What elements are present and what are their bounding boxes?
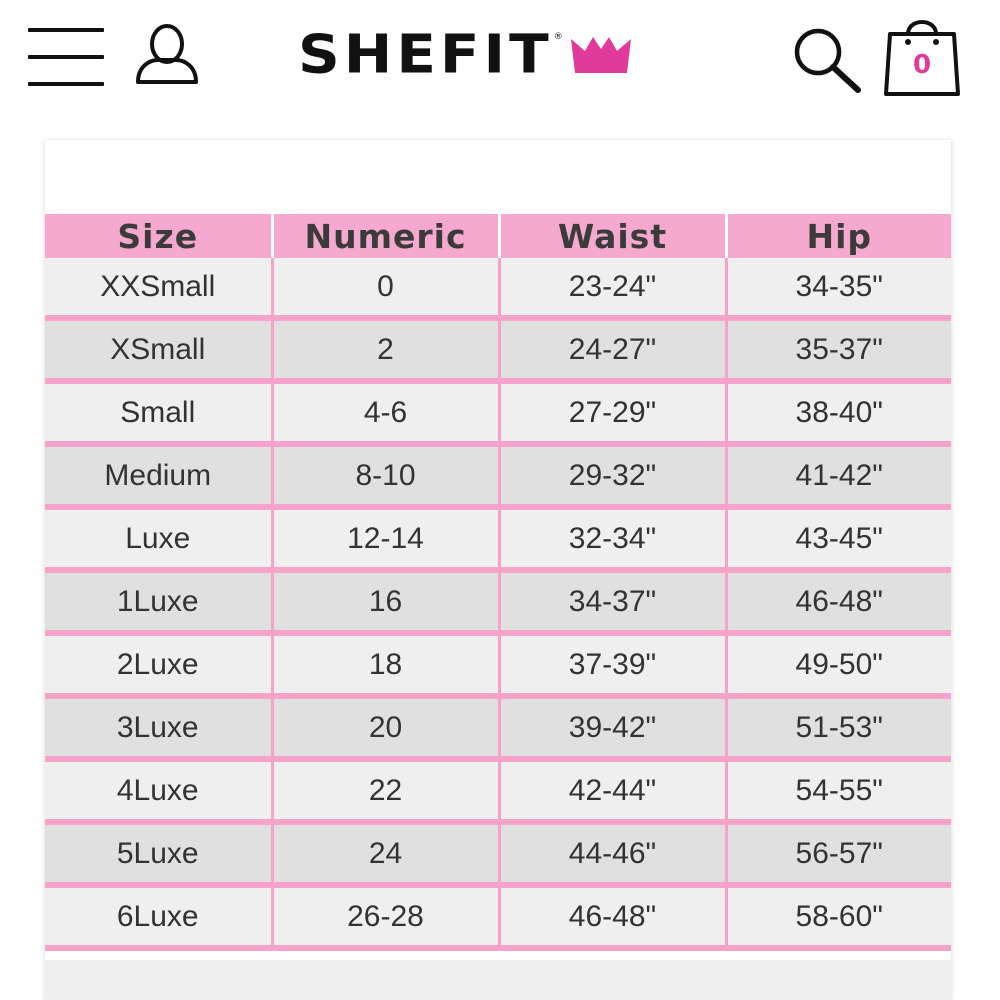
hip-cell: 49-50" [726, 633, 951, 696]
waist-cell: 27-29" [499, 381, 726, 444]
cart-count-badge: 0 [912, 50, 932, 80]
table-row [45, 381, 951, 444]
crown-icon [569, 33, 633, 75]
size-cell: 2Luxe [45, 633, 272, 696]
waist-cell: 24-27" [499, 318, 726, 381]
numeric-cell: 4-6 [272, 381, 499, 444]
numeric-cell: 12-14 [272, 507, 499, 570]
logo-text: SHEFIT [298, 22, 553, 86]
table-row [45, 318, 951, 381]
column-header-size: Size [45, 214, 272, 258]
numeric-cell: 16 [272, 570, 499, 633]
size-cell: XSmall [45, 318, 272, 381]
site-header [0, 0, 1000, 130]
size-cell: 1Luxe [45, 570, 272, 633]
column-header-hip: Hip [726, 214, 951, 258]
waist-cell: 39-42" [499, 696, 726, 759]
hip-cell: 54-55" [726, 759, 951, 822]
hip-cell: 51-53" [726, 696, 951, 759]
table-row [45, 633, 951, 696]
column-header-numeric: Numeric [272, 214, 499, 258]
numeric-cell: 2 [272, 318, 499, 381]
table-row [45, 507, 951, 570]
logo-registered-mark: ® [553, 32, 563, 42]
table-row [45, 570, 951, 633]
hip-cell: 34-35" [726, 258, 951, 318]
hip-cell: 41-42" [726, 444, 951, 507]
waist-cell: 23-24" [499, 258, 726, 318]
hip-cell: 43-45" [726, 507, 951, 570]
size-cell: 6Luxe [45, 885, 272, 948]
waist-cell: 42-44" [499, 759, 726, 822]
table-row [45, 759, 951, 822]
user-icon[interactable] [132, 22, 202, 88]
hamburger-menu-icon[interactable] [28, 28, 104, 86]
shopping-bag-icon[interactable] [882, 10, 962, 98]
numeric-cell: 22 [272, 759, 499, 822]
numeric-cell: 8-10 [272, 444, 499, 507]
numeric-cell: 18 [272, 633, 499, 696]
size-cell: 5Luxe [45, 822, 272, 885]
size-chart-header-row [45, 214, 951, 258]
table-row [45, 258, 951, 318]
size-cell: XXSmall [45, 258, 272, 318]
waist-cell: 46-48" [499, 885, 726, 948]
size-cell: Medium [45, 444, 272, 507]
column-header-waist: Waist [499, 214, 726, 258]
waist-cell: 34-37" [499, 570, 726, 633]
size-chart-table [45, 214, 951, 951]
numeric-cell: 20 [272, 696, 499, 759]
size-cell: Luxe [45, 507, 272, 570]
numeric-cell: 24 [272, 822, 499, 885]
search-icon[interactable] [788, 24, 864, 94]
table-row [45, 822, 951, 885]
hip-cell: 35-37" [726, 318, 951, 381]
waist-cell: 32-34" [499, 507, 726, 570]
brand-logo[interactable] [298, 18, 698, 90]
hip-cell: 46-48" [726, 570, 951, 633]
table-row [45, 885, 951, 948]
table-row [45, 444, 951, 507]
size-cell: 3Luxe [45, 696, 272, 759]
waist-cell: 29-32" [499, 444, 726, 507]
size-cell: 4Luxe [45, 759, 272, 822]
numeric-cell: 26-28 [272, 885, 499, 948]
hip-cell: 58-60" [726, 885, 951, 948]
hip-cell: 38-40" [726, 381, 951, 444]
waist-cell: 37-39" [499, 633, 726, 696]
size-chart [45, 214, 951, 951]
size-chart-card [45, 140, 951, 1000]
hip-cell: 56-57" [726, 822, 951, 885]
numeric-cell: 0 [272, 258, 499, 318]
table-footer-strip [45, 960, 951, 1000]
size-cell: Small [45, 381, 272, 444]
waist-cell: 44-46" [499, 822, 726, 885]
table-row [45, 696, 951, 759]
